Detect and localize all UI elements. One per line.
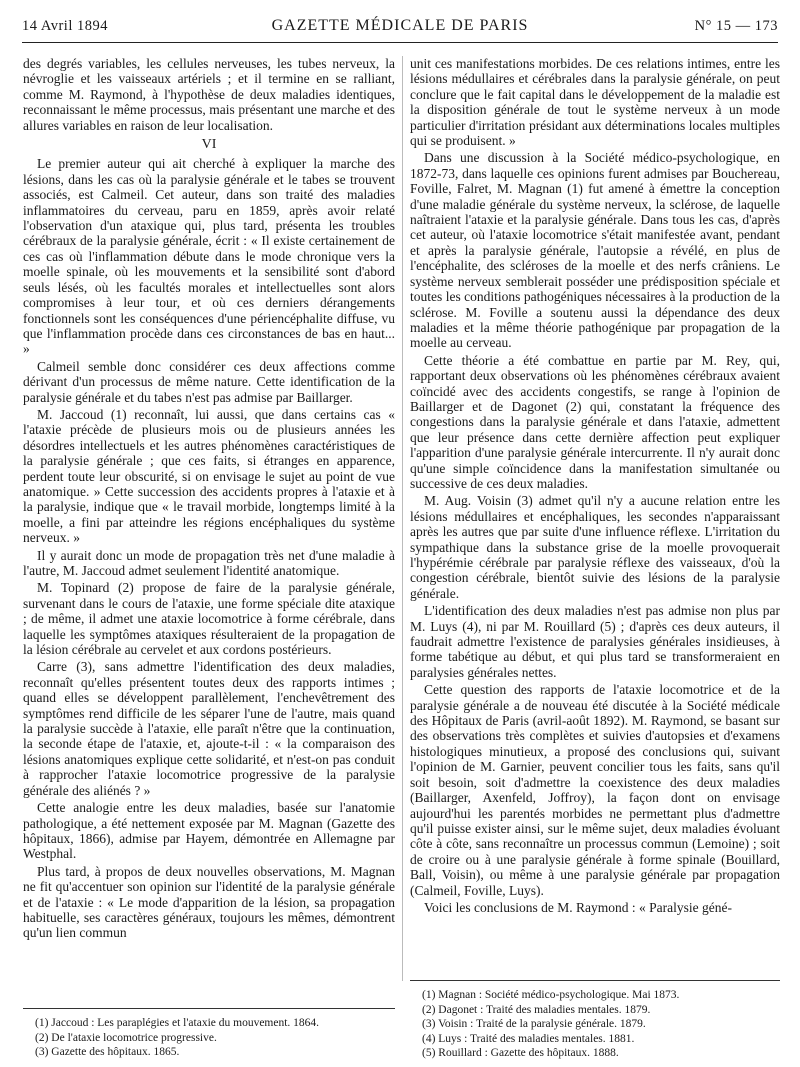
header-issue: N° 15 — 173 xyxy=(694,18,778,34)
paragraph: M. Aug. Voisin (3) admet qu'il n'y a aucune relation entre les lésions médullaires et encéphaliques, les secondes n'apparaissant après les autres que par suite d'une influence réflexe. L'irritation du sympathique dans la substance grise de la moelle provoquerait l'hypérémie cérébrale par paralysie réflexe des vaisseaux, d'où la congestion cérébrale, bientôt suivie des lésions de la paralysie générale. xyxy=(410,493,780,601)
footnote: (3) Gazette des hôpitaux. 1865. xyxy=(35,1046,180,1058)
left-column xyxy=(23,56,395,943)
paragraph: Cette analogie entre les deux maladies, basée sur l'anatomie pathologique, a été nettement exposée par M. Magnan (Gazette des hôpitaux, 1866), admise par Hayem, démontrée en Allemagne par Westphal. xyxy=(23,800,395,862)
paragraph: Cette théorie a été combattue en partie par M. Rey, qui, rapportant deux observations où les phénomènes cérébraux avaient coïncidé avec des accidents congestifs, se range à l'opinion de Baillarger et de Dagonet (2) qui, constatant la fréquence des congestions dans la paralysie générale et dans l'ataxie, admettent que leur présence dans cette dernière affection peut expliquer l'apparition d'une paralysie générale intercurrente. Il n'y aurait donc qu'une simple coïncidence dans la manifestation simultanée ou successive de ces deux maladies. xyxy=(410,352,780,491)
paragraph: Cette question des rapports de l'ataxie locomotrice et de la paralysie générale a de nouveau été discutée à la Société médicale des Hôpitaux de Paris (avril-août 1892). M. Raymond, se basant sur des observations très complètes et suivies d'autopsies et d'examens histologiques minutieux, a proposé des conclusions qui, suivant l'opinion de M. Garnier, peuvent concilier tous les faits, sans qu'il soit besoin, soit d'admettre la coexistence des deux maladies (Baillarger, Axenfeld, Joffroy), la façon dont on envisage aujourd'hui les parentés morbides ne permettant plus d'admettre qu'il puisse exister ainsi, sur le même sujet, deux maladies évoluant côte à côte, sans reconnaître un processus commun (Lemoine) ; soit de croire ou à une paralysie générale à forme spinale (Bouillard, Ball, Voisin), ou même à une paralysie générale par propagation (Calmeil, Foville, Luys). xyxy=(410,682,780,898)
footnote: (1) Jaccoud : Les paraplégies et l'ataxie du mouvement. 1864. xyxy=(35,1017,320,1029)
paragraph: M. Jaccoud (1) reconnaît, lui aussi, que dans certains cas « l'ataxie précède de plusieurs mois ou de plusieurs années les désordres intellectuels et les autres phénomènes caractéristiques de la paralysie générale ; que ces faits, si étranges en apparence, perdent toute leur obscurité, si on envisage le sujet au point de vue anatomique. » Cette succession des accidents propres à l'ataxie et à la paralysie, indique que « le travail morbide, longtemps limité à la moelle, a fini par atteindre les régions encéphaliques du système nerveux. » xyxy=(23,406,395,546)
footnotes-left xyxy=(35,1016,319,1060)
paragraph: Dans une discussion à la Société médico-psychologique, en 1872-73, dans laquelle ces opinions furent admises par Bouchereau, Foville, Falret, M. Magnan (1) fut amené à émettre la conception d'une maladie générale du système nerveux, la sclérose, de laquelle naîtraient l'ataxie et la paralysie générale. Dans tous les cas, d'après cet auteur, où l'ataxie locomotrice s'était manifestée avant, pendant et après la paralysie générale, l'autopsie a révélé, en plus de l'encéphalite, des scléroses de la moelle et des nerfs crâniens. Le système nerveux semblerait posséder une prédisposition spéciale et toutes les conditions pathogéniques nécessaires à la production de la sclérose. M. Foville a soutenu aussi la dépendance des deux maladies et la même théorie pathogénique par propagation de la moelle au cerveau. xyxy=(410,150,780,351)
footnote: (2) De l'ataxie locomotrice progressive. xyxy=(35,1031,217,1044)
footnote: (2) Dagonet : Traité des maladies mentales. 1879. xyxy=(422,1003,651,1016)
footnote: (3) Voisin : Traité de la paralysie générale. 1879. xyxy=(422,1018,646,1030)
paragraph: Carre (3), sans admettre l'identification des deux maladies, reconnaît qu'elles présentent toutes deux des rapports intimes ; quand elles se développent parallèlement, l'enchevêtrement des symptômes rend difficile de les séparer l'une de l'autre, mais quand la paralysie succède à l'ataxie, elle paraît n'être que la continuation, la seconde étape de l'ataxie, et, ajoute-t-il : « la comparaison des lésions anatomiques explique cette solidarité, et n'est-on pas conduit à rapprocher l'ataxie locomotrice progressive de la paralysie générale des aliénés ? » xyxy=(23,659,395,798)
paragraph: Le premier auteur qui ait cherché à expliquer la marche des lésions, dans les cas où la paralysie générale et le tabes se trouvent associés, est Calmeil. Cet auteur, dans son traité des maladies inflammatoires du cerveau, paru en 1859, après avoir relaté l'observation d'un ataxique qui, plus tard, présenta les troubles cérébraux de la paralysie générale, écrit : « Il existe certainement de ces cas où l'inflammation débute dans le mode chronique vers la moelle spinale, où les mouvements et la sensibilité sont d'abord seuls lésés, où les facultés morales et intellectuelles sont alors compromises à leur tour, et où ces derniers dérangements fonctionnels sont les conséquences d'une périencéphalite diffuse, vu que l'inflammation procède dans ces circonstances de bas en haut... » xyxy=(23,156,395,357)
paragraph: M. Topinard (2) propose de faire de la paralysie générale, survenant dans le cours de l'ataxie, une forme spéciale dite ataxique ; de même, il admet une ataxie locomotrice à forme cérébrale, dans laquelle les symptômes ataxiques résulteraient de la propagation de la lésion cérébrale au cervelet et aux cordons postérieurs. xyxy=(23,580,395,658)
footnote: (5) Rouillard : Gazette des hôpitaux. 1888. xyxy=(422,1047,619,1059)
header-date: 14 Avril 1894 xyxy=(22,18,108,34)
paragraph: Il y aurait donc un mode de propagation très net d'une maladie à l'autre, M. Jaccoud admet seulement l'identité anatomique. xyxy=(23,547,395,578)
section-heading: VI xyxy=(201,137,217,153)
footnote: (1) Magnan : Société médico-psychologique. Mai 1873. xyxy=(422,989,680,1001)
footnotes-right xyxy=(422,988,679,1061)
footnote-rule-right xyxy=(410,980,780,981)
paragraph: L'identification des deux maladies n'est pas admise non plus par M. Luys (4), ni par M. Rouillard (5) ; d'après ces deux auteurs, il faudrait admettre l'existence de paralysies générales insidieuses, à forme tabétique au début, et qui plus tard se transformeraient en paralysies générales nettes. xyxy=(410,603,780,680)
paragraph: unit ces manifestations morbides. De ces relations intimes, entre les lésions médullaires et cérébrales dans la paralysie générale, on peut conclure que le fait capital dans le développement de la maladie est la disposition générale de tout le système nerveux à un mode particulier d'irritation présidant aux déterminations locales multiples qui se produisent. » xyxy=(410,56,780,149)
page-header xyxy=(22,12,778,43)
paragraph: Calmeil semble donc considérer ces deux affections comme dérivant d'un processus de même nature. Cette identification de la paralysie générale et du tabes n'est pas admise par Baillarger. xyxy=(23,358,395,405)
paragraph: des degrés variables, les cellules nerveuses, les tubes nerveux, la névroglie et les vaisseaux artériels ; et il termine en se ralliant, comme M. Raymond, à l'hypothèse de deux maladies identiques, reconnaissant le même processus, mais présentant une marche et des allures variables en raison de leur localisation. xyxy=(23,56,395,133)
footnote: (4) Luys : Traité des maladies mentales. 1881. xyxy=(422,1032,635,1045)
right-column xyxy=(410,56,780,917)
paragraph: Voici les conclusions de M. Raymond : « Paralysie géné- xyxy=(424,899,732,915)
footnote-rule-left xyxy=(23,1008,395,1009)
paragraph: Plus tard, à propos de deux nouvelles observations, M. Magnan ne fit qu'accentuer son opinion sur l'identité de la paralysie générale et de l'ataxie : « Le mode d'apparition de la lésion, sa propagation habituelle, ses caractères généraux, toujours les mêmes, démontrent qu'un lien commun xyxy=(23,863,395,941)
column-divider xyxy=(402,56,403,981)
header-title: GAZETTE MÉDICALE DE PARIS xyxy=(271,17,529,34)
